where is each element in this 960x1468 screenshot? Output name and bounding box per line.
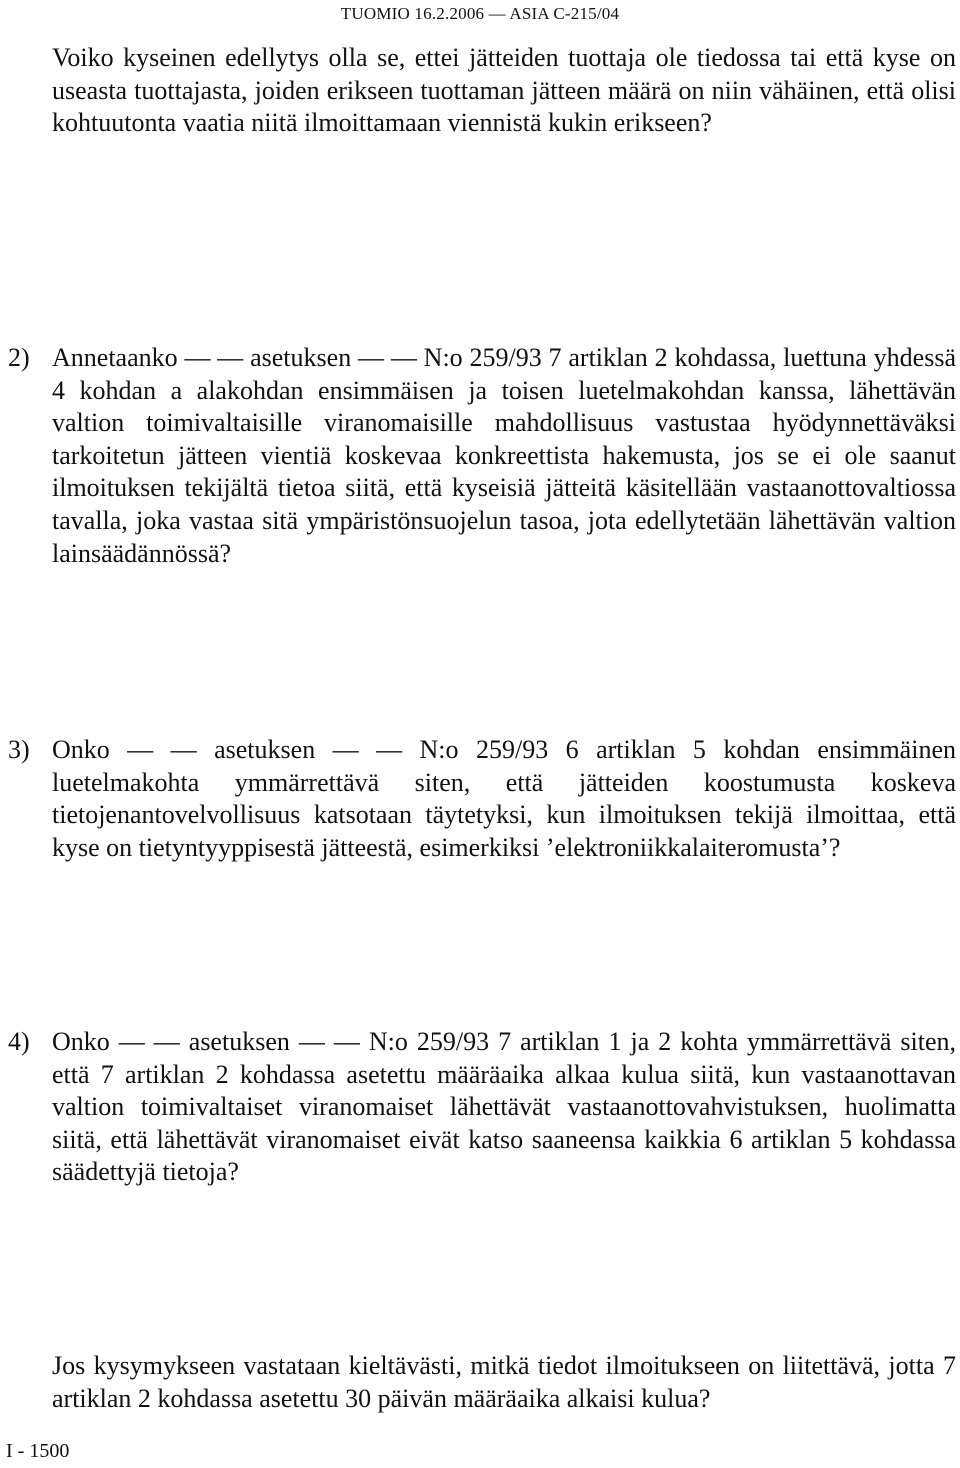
question-text: Onko — — asetuksen — — N:o 259/93 6 artiklan 5 kohdan ensimmäinen luetelmakohta ymmärrettävä siten, että jätteiden koostumusta koskeva tietojenantovelvollisuus katsotaan täytetyksi, kun ilmoituksen tekijä ilmoittaa, että kyse on tietyntyyppisestä jätteestä, esimerkiksi ’elektroniikkalaiteromusta’? [52, 735, 956, 862]
page-number: I - 1500 [6, 1440, 70, 1462]
closing-question: Jos kysymykseen vastataan kieltävästi, mitkä tiedot ilmoitukseen on liitettävä, jotta 7 artiklan 2 kohdassa asetettu 30 päivän määräaika alkaisi kulua? [52, 1351, 956, 1413]
question-number: 3) [8, 735, 30, 764]
question-number: 4) [8, 1027, 30, 1056]
question-text: Onko — — asetuksen — — N:o 259/93 7 artiklan 1 ja 2 kohta ymmärrettävä siten, että 7 artiklan 2 kohdassa asetettu määräaika alkaa kulua siitä, kun vastaanottavan valtion toimivaltaiset viranomaiset lähettävät vastaanottovahvistuksen, huolimatta siitä, että lähettävät viranomaiset eivät katso saaneensa kaikkia 6 artiklan 5 kohdassa säädettyjä tietoja? [52, 1027, 956, 1187]
question-text: Annetaanko — — asetuksen — — N:o 259/93 7 artiklan 2 kohdassa, luettuna yhdessä 4 kohdan a alakohdan ensimmäisen ja toisen luetelmakohdan kanssa, lähettävän valtion toimivaltaisille viranomaisille mahdollisuus vastustaa hyödynnettäväksi tarkoitetun jätteen vientiä koskevaa konkreettista hakemusta, jos se ei ole saanut ilmoituksen tekijältä tietoa siitä, että kyseisiä jätteitä käsitellään vastaanottovaltiossa tavalla, joka vastaa sitä ympäristönsuojelun tasoa, jota edellytetään lähettävän valtion lainsäädännössä? [52, 343, 956, 568]
intro-question: Voiko kyseinen edellytys olla se, ettei jätteiden tuottaja ole tiedossa tai että kyse on useasta tuottajasta, joiden erikseen tuottaman jätteen määrä on niin vähäinen, että olisi kohtuutonta vaatia niitä ilmoittamaan viennistä kukin erikseen? [52, 43, 956, 138]
running-head: TUOMIO 16.2.2006 — ASIA C-215/04 [340, 4, 620, 23]
question-number: 2) [8, 343, 30, 372]
